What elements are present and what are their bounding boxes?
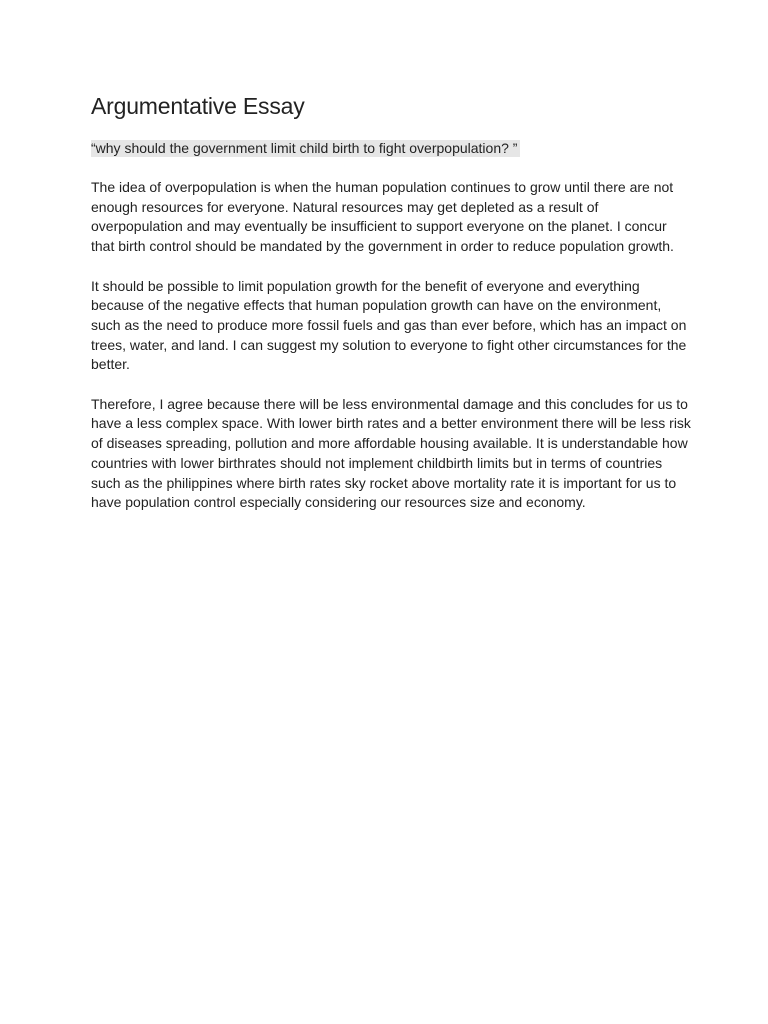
document-body xyxy=(91,90,691,513)
paragraph-2: It should be possible to limit population growth for the benefit of everyone and everything because of the negative effects that human population growth can have on the environment, such as the need to produce more fossil fuels and gas than ever before, which has an impact on trees, water, and land. I can suggest my solution to everyone to fight other circumstances for the better. xyxy=(91,277,687,373)
essay-prompt-line xyxy=(91,139,691,159)
document-title: Argumentative Essay xyxy=(91,93,305,119)
essay-prompt: “why should the government limit child birth to fight overpopulation? ” xyxy=(91,140,520,157)
paragraph-1: The idea of overpopulation is when the human population continues to grow until there are not enough resources for everyone. Natural resources may get depleted as a result of overpopulation and may eventually be insufficient to support everyone on the planet. I concur that birth control should be mandated by the government in order to reduce population growth. xyxy=(91,179,674,255)
paragraph-3: Therefore, I agree because there will be less environmental damage and this concludes for us to have a less complex space. With lower birth rates and a better environment there will be less risk of diseases spreading, pollution and more affordable housing available. It is understandable how countries with lower birthrates should not implement childbirth limits but in terms of countries such as the philippines where birth rates sky rocket above mortality rate it is important for us to have population control especially considering our resources size and economy. xyxy=(91,395,691,511)
